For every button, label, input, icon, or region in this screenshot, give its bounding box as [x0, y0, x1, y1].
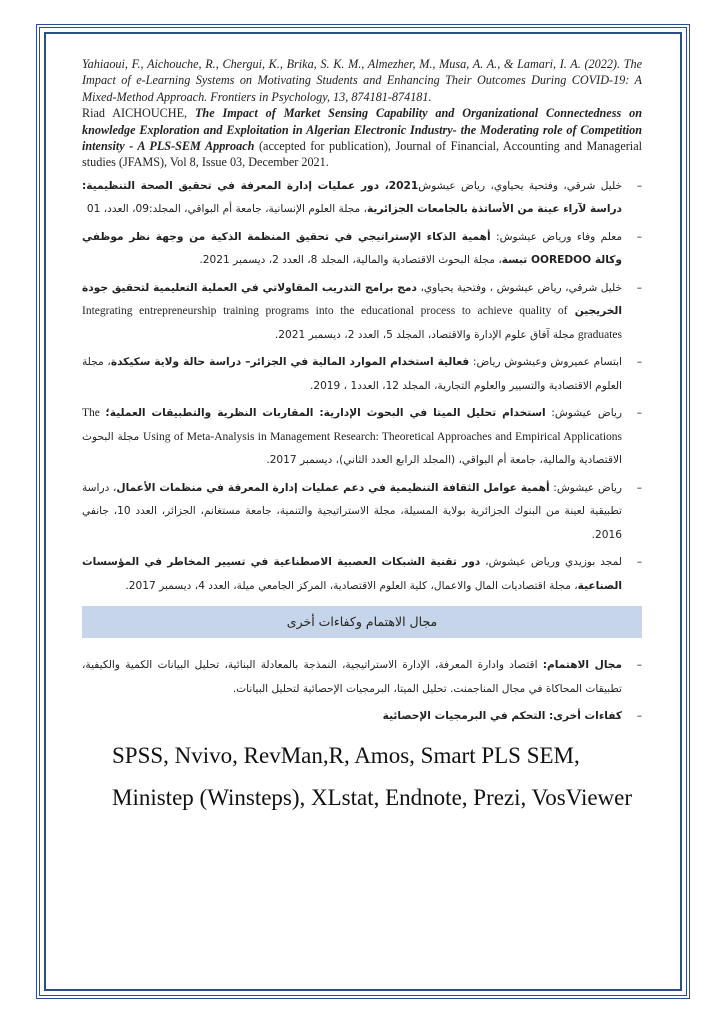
reference-rest: ، مجلة العلوم الإنسانية، جامعة أم البواقي، المجلد:09، العدد، 01 — [86, 203, 367, 216]
reference-en-2 — [82, 105, 642, 171]
reference-title-en: The Using of Meta-Analysis in Management Research: Theoretical Approaches and Empirical Applications — [82, 407, 622, 443]
reference-title: ، دور عمليات إدارة المعرفة في تحقيق الصحة التنظيمية: دراسة لآراء عينة من الأساتذة بالجامعات الجزائرية — [82, 179, 622, 216]
reference-rest: مجلة آفاق علوم الإدارة والاقتصاد، المجلد 5، العدد 2، ديسمبر 2021. — [274, 328, 578, 341]
interests-text: اقتصاد وادارة المعرفة، الإدارة الاستراتيجية، النمذجة بالمعادلة البنائية، تحليل البيانات الكمية والكيفية، تطبيقات المحاكاة في مجال المناجمنت. تحليل الميتا، البرمجيات الإحصائية لتحليل البيانات. — [82, 659, 622, 695]
software-list — [112, 735, 642, 819]
bullet-dash: – — [636, 659, 642, 672]
reference-title-en: Integrating entrepreneurship training programs into the educational process to achieve quality of graduates — [82, 305, 622, 341]
bullet-dash: – — [636, 281, 642, 294]
reference-authors: معلم وفاء ورياض عيشوش: — [490, 230, 623, 243]
bullet-dash: – — [636, 556, 642, 569]
reference-rest: ، مجلة البحوث الاقتصادية والمالية، المجلد 8، العدد 2، ديسمبر 2021. — [199, 254, 502, 267]
reference-ar-2 — [82, 226, 642, 273]
reference-rest: ، مجلة العلوم الاقتصادية والتسيير والعلوم التجارية، المجلد 12، العدد1 ، 2019. — [82, 356, 622, 392]
reference-rest: ، مجلة اقتصاديات المال والاعمال، كلية العلوم الاقتصادية، المركز الجامعي ميلة، العدد 4، ديسمبر 2017. — [125, 579, 578, 592]
reference-rest: (accepted for publication), Journal of Financial, Accounting and Managerial studies (JFAMS), Vol 8, Issue 03, December 2021. — [82, 139, 642, 170]
interests-item — [82, 654, 642, 701]
reference-text: Yahiaoui, F., Aichouche, R., Chergui, K., Brika, S. K. M., Almezher, M., Musa, A. A., & Lamari, I. A. (2022). The Impact of e-Learning Systems on Motivating Students and Enhancing Their Outcomes During COVID-19: A Mixed-Method Approach. Frontiers in Psychology, 13, 874181-874181. — [82, 57, 642, 104]
reference-title: دور تقنية الشبكات العصبية الاصطناعية في تسيير المخاطر في المؤسسات الصناعية — [82, 556, 622, 592]
reference-ar-6 — [82, 477, 642, 548]
reference-ar-1 — [82, 175, 642, 222]
reference-authors: رياض عيشوش: — [549, 481, 622, 494]
bullet-dash: – — [636, 710, 642, 723]
reference-ar-7 — [82, 551, 642, 598]
reference-rest: ، دراسة تطبيقية لعينة من البنوك الجزائرية بولاية المسيلة، مجلة الاستراتيجية والتنمية، جامعة مستغانم، الجزائر، العدد 10، جانفي 2016. — [82, 481, 623, 541]
reference-title: دمج برامج التدريب المقاولاتي في العملية التعليمية لتحقيق جودة الخريجين — [82, 281, 622, 318]
bullet-dash: – — [636, 179, 642, 192]
bullet-dash: – — [636, 407, 642, 420]
skills-item — [82, 705, 642, 729]
bullet-dash: – — [636, 356, 642, 369]
skills-label: كفاءات أخرى: التحكم في البرمجيات الإحصائية — [382, 710, 622, 723]
reference-authors: Riad AICHOUCHE, — [82, 106, 195, 121]
reference-year: 2021 — [388, 179, 419, 192]
reference-rest: مجلة البحوث الاقتصادية والمالية، جامعة أم البواقي، (المجلد الرابع العدد الثاني)، ديسمبر 2017. — [82, 430, 622, 467]
interests-label: مجال الاهتمام: — [542, 659, 622, 672]
reference-authors: لمجد بوزيدي ورياض عيشوش، — [480, 556, 622, 569]
bullet-dash: – — [636, 230, 642, 243]
section-header-interests: مجال الاهتمام وكفاءات أخرى — [82, 606, 642, 638]
software-line-2: Ministep (Winsteps), XLstat, Endnote, Prezi, VosViewer — [112, 784, 633, 810]
reference-title: أهمية عوامل الثقافة التنظيمية في دعم عمليات إدارة المعرفة في منظمات الأعمال — [116, 481, 550, 494]
reference-title: استخدام تحليل الميتا في البحوث الإدارية: المقاربات النظرية والتطبيقات العملية؛ — [105, 407, 546, 420]
software-line-1: SPSS, Nvivo, RevMan,R, Amos, Smart PLS SEM, — [112, 742, 580, 768]
reference-en-1 — [82, 56, 642, 105]
reference-authors: خليل شرقي، وفتحية يحياوي، رياض عيشوش — [418, 179, 623, 192]
reference-authors: ابتسام عميروش وعيشوش رياض: — [469, 356, 622, 369]
bullet-dash: – — [636, 481, 642, 494]
reference-title: أهمية الذكاء الإستراتيجي في تحقيق المنظمة الذكية من وجهة نظر موظفي وكالة OOREDOO تبسة — [82, 230, 622, 267]
reference-title: فعالية استخدام الموارد المالية في الجزائر– دراسة حالة ولاية سكيكدة — [110, 356, 470, 369]
reference-ar-3 — [82, 277, 642, 348]
page-content — [82, 56, 642, 819]
reference-authors: خليل شرقي، رياض عيشوش ، وفتحية يحياوي، — [416, 281, 623, 294]
reference-title: The Impact of Market Sensing Capability and Organizational Connectedness on knowledge Exploration and Exploitation in Algerian Electronic Industry- the Moderating role of Competition intensity - A PLS-SEM Approach — [82, 106, 642, 154]
reference-ar-4 — [82, 351, 642, 398]
reference-authors: رياض عيشوش: — [545, 407, 622, 420]
reference-ar-5 — [82, 402, 642, 473]
